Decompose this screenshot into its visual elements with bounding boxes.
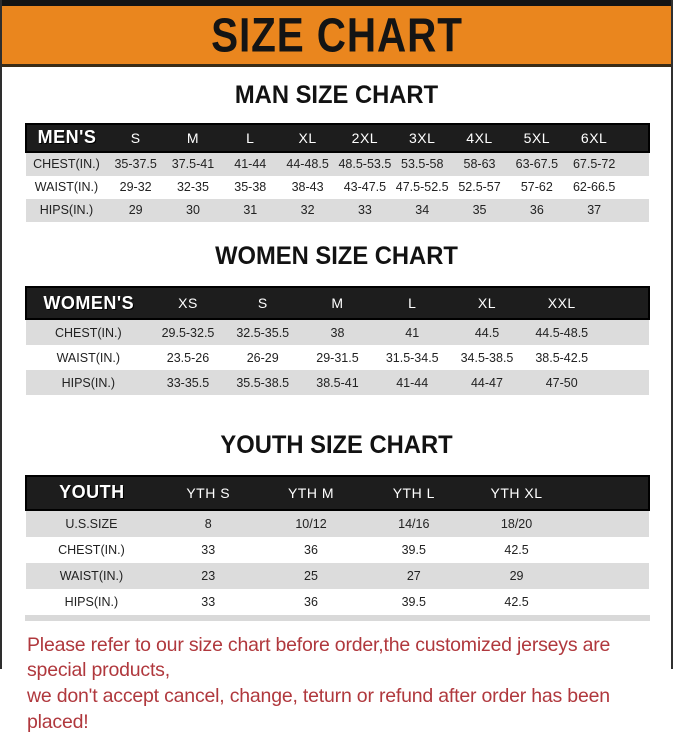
header-filler-cell bbox=[599, 287, 649, 319]
size-value: 36 bbox=[260, 589, 363, 615]
size-value: 37 bbox=[565, 199, 622, 222]
youth-section-title: YOUTH SIZE CHART bbox=[19, 432, 655, 460]
row-filler-cell bbox=[599, 319, 649, 345]
size-column-header: XXL bbox=[524, 287, 599, 319]
measurement-row bbox=[26, 152, 649, 176]
disclaimer-line-1: Please refer to our size chart before order,the customized jerseys are special products, bbox=[27, 633, 665, 685]
size-column-header: XS bbox=[151, 287, 226, 319]
size-value: 31 bbox=[222, 199, 279, 222]
measurement-row bbox=[26, 563, 649, 589]
measurement-row bbox=[26, 589, 649, 615]
women-size-table bbox=[25, 286, 650, 395]
size-header-row bbox=[26, 476, 649, 510]
size-value: 39.5 bbox=[362, 537, 465, 563]
disclaimer-line-2: we don't accept cancel, change, teturn or refund after order has been placed! bbox=[27, 684, 665, 736]
row-label: WAIST(IN.) bbox=[26, 345, 151, 370]
size-value: 39.5 bbox=[362, 589, 465, 615]
row-filler-cell bbox=[568, 563, 649, 589]
size-value: 35.5-38.5 bbox=[225, 370, 300, 395]
size-value: 37.5-41 bbox=[164, 152, 221, 176]
page-title: SIZE CHART bbox=[211, 11, 463, 59]
men-size-table bbox=[25, 123, 650, 222]
size-value: 34.5-38.5 bbox=[450, 345, 525, 370]
size-value: 38-43 bbox=[279, 176, 336, 199]
measurement-row bbox=[26, 345, 649, 370]
size-value: 44-48.5 bbox=[279, 152, 336, 176]
size-value: 41 bbox=[375, 319, 450, 345]
size-value: 29-32 bbox=[107, 176, 164, 199]
size-value: 29-31.5 bbox=[300, 345, 375, 370]
size-value: 32 bbox=[279, 199, 336, 222]
size-table-header-label: MEN'S bbox=[26, 124, 107, 152]
size-value: 57-62 bbox=[508, 176, 565, 199]
size-column-header: M bbox=[164, 124, 221, 152]
header-filler-cell bbox=[568, 476, 649, 510]
measurement-row bbox=[26, 510, 649, 537]
size-value: 29.5-32.5 bbox=[151, 319, 226, 345]
size-value: 52.5-57 bbox=[451, 176, 508, 199]
size-value: 27 bbox=[362, 563, 465, 589]
row-label: CHEST(IN.) bbox=[26, 319, 151, 345]
row-label: WAIST(IN.) bbox=[26, 176, 107, 199]
size-value: 42.5 bbox=[465, 537, 568, 563]
size-value: 53.5-58 bbox=[394, 152, 451, 176]
row-filler-cell bbox=[568, 510, 649, 537]
size-value: 32.5-35.5 bbox=[225, 319, 300, 345]
order-disclaimer bbox=[27, 633, 665, 736]
size-value: 67.5-72 bbox=[565, 152, 622, 176]
women-section-title: WOMEN SIZE CHART bbox=[19, 243, 655, 271]
row-filler-cell bbox=[599, 370, 649, 395]
size-value: 35-37.5 bbox=[107, 152, 164, 176]
size-value: 36 bbox=[508, 199, 565, 222]
size-column-header: 4XL bbox=[451, 124, 508, 152]
size-value: 44.5-48.5 bbox=[524, 319, 599, 345]
size-column-header: XL bbox=[279, 124, 336, 152]
title-banner bbox=[2, 6, 671, 67]
size-value: 36 bbox=[260, 537, 363, 563]
row-label: CHEST(IN.) bbox=[26, 537, 157, 563]
size-value: 29 bbox=[465, 563, 568, 589]
size-value: 18/20 bbox=[465, 510, 568, 537]
size-value: 23.5-26 bbox=[151, 345, 226, 370]
row-filler-cell bbox=[623, 152, 649, 176]
measurement-row bbox=[26, 370, 649, 395]
size-value: 48.5-53.5 bbox=[336, 152, 393, 176]
size-value: 8 bbox=[157, 510, 260, 537]
size-value: 58-63 bbox=[451, 152, 508, 176]
size-column-header: YTH L bbox=[362, 476, 465, 510]
row-label: HIPS(IN.) bbox=[26, 199, 107, 222]
size-value: 41-44 bbox=[375, 370, 450, 395]
youth-size-table bbox=[25, 475, 650, 615]
size-column-header: 2XL bbox=[336, 124, 393, 152]
section-women bbox=[2, 243, 671, 396]
youth-table-bottom-border bbox=[25, 615, 650, 621]
size-table-header-label: YOUTH bbox=[26, 476, 157, 510]
size-column-header: 6XL bbox=[565, 124, 622, 152]
size-value: 47-50 bbox=[524, 370, 599, 395]
size-value: 47.5-52.5 bbox=[394, 176, 451, 199]
size-column-header: L bbox=[222, 124, 279, 152]
row-filler-cell bbox=[599, 345, 649, 370]
size-value: 31.5-34.5 bbox=[375, 345, 450, 370]
size-header-row bbox=[26, 287, 649, 319]
size-value: 38.5-42.5 bbox=[524, 345, 599, 370]
size-value: 42.5 bbox=[465, 589, 568, 615]
size-value: 44-47 bbox=[450, 370, 525, 395]
size-table-header-label: WOMEN'S bbox=[26, 287, 151, 319]
size-column-header: S bbox=[107, 124, 164, 152]
size-value: 30 bbox=[164, 199, 221, 222]
row-label: HIPS(IN.) bbox=[26, 589, 157, 615]
size-value: 41-44 bbox=[222, 152, 279, 176]
size-column-header: L bbox=[375, 287, 450, 319]
row-filler-cell bbox=[623, 176, 649, 199]
size-column-header: S bbox=[225, 287, 300, 319]
size-value: 63-67.5 bbox=[508, 152, 565, 176]
size-value: 33 bbox=[336, 199, 393, 222]
measurement-row bbox=[26, 199, 649, 222]
size-value: 35-38 bbox=[222, 176, 279, 199]
size-column-header: 3XL bbox=[394, 124, 451, 152]
size-value: 38.5-41 bbox=[300, 370, 375, 395]
size-value: 44.5 bbox=[450, 319, 525, 345]
size-value: 29 bbox=[107, 199, 164, 222]
size-value: 43-47.5 bbox=[336, 176, 393, 199]
size-column-header: 5XL bbox=[508, 124, 565, 152]
size-column-header: YTH S bbox=[157, 476, 260, 510]
row-label: WAIST(IN.) bbox=[26, 563, 157, 589]
size-value: 25 bbox=[260, 563, 363, 589]
measurement-row bbox=[26, 537, 649, 563]
size-value: 23 bbox=[157, 563, 260, 589]
section-youth bbox=[2, 432, 671, 621]
size-column-header: M bbox=[300, 287, 375, 319]
size-column-header: YTH M bbox=[260, 476, 363, 510]
row-label: CHEST(IN.) bbox=[26, 152, 107, 176]
size-value: 34 bbox=[394, 199, 451, 222]
row-filler-cell bbox=[623, 199, 649, 222]
size-value: 32-35 bbox=[164, 176, 221, 199]
size-column-header: YTH XL bbox=[465, 476, 568, 510]
size-value: 35 bbox=[451, 199, 508, 222]
size-header-row bbox=[26, 124, 649, 152]
size-value: 26-29 bbox=[225, 345, 300, 370]
measurement-row bbox=[26, 319, 649, 345]
size-value: 33 bbox=[157, 537, 260, 563]
measurement-row bbox=[26, 176, 649, 199]
header-filler-cell bbox=[623, 124, 649, 152]
row-label: HIPS(IN.) bbox=[26, 370, 151, 395]
size-value: 33 bbox=[157, 589, 260, 615]
row-filler-cell bbox=[568, 589, 649, 615]
row-label: U.S.SIZE bbox=[26, 510, 157, 537]
men-section-title: MAN SIZE CHART bbox=[19, 82, 655, 110]
row-filler-cell bbox=[568, 537, 649, 563]
size-value: 14/16 bbox=[362, 510, 465, 537]
size-value: 10/12 bbox=[260, 510, 363, 537]
size-value: 62-66.5 bbox=[565, 176, 622, 199]
size-value: 33-35.5 bbox=[151, 370, 226, 395]
section-men bbox=[2, 82, 671, 222]
size-value: 38 bbox=[300, 319, 375, 345]
size-column-header: XL bbox=[450, 287, 525, 319]
